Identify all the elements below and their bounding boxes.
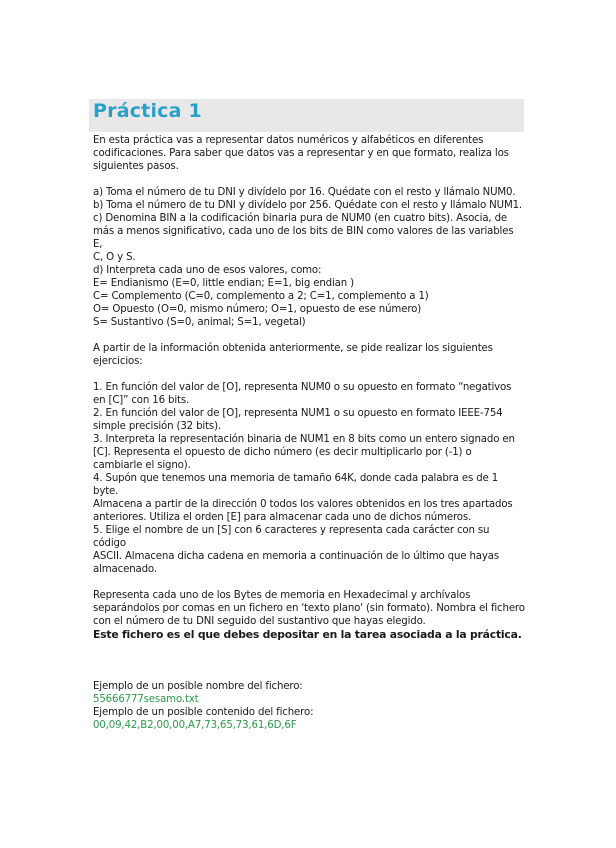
step-line: C, O y S.	[93, 252, 136, 263]
exercises-intro-line: ejercicios:	[93, 356, 143, 367]
document-body	[93, 134, 525, 732]
exercise-line: 1. En función del valor de [O], representa NUM0 o su opuesto en formato “negativos	[93, 382, 512, 393]
intro-line: siguientes pasos.	[93, 161, 179, 172]
exercise-line: Almacena a partir de la dirección 0 todos los valores obtenidos en los tres apartados	[93, 499, 513, 510]
exercise-line: anteriores. Utiliza el orden [E] para almacenar cada uno de dichos números.	[93, 512, 472, 523]
page-title: Práctica 1	[93, 100, 202, 122]
exercise-line: simple precisión (32 bits).	[93, 421, 221, 432]
title-band	[89, 99, 524, 132]
intro-line: En esta práctica vas a representar datos numéricos y alfabéticos en diferentes	[93, 135, 484, 146]
delivery-instruction-bold: Este fichero es el que debes depositar en la tarea asociada a la práctica.	[93, 628, 522, 641]
exercise-line: 2. En función del valor de [O], representa NUM1 o su opuesto en formato IEEE-754	[93, 408, 503, 419]
exercise-line: en [C]” con 16 bits.	[93, 395, 190, 406]
exercise-line: cambiarle el signo).	[93, 460, 191, 471]
delivery-line: separándolos por comas en un fichero en 'texto plano' (sin formato). Nombra el fichero	[93, 603, 525, 614]
step-line: d) Interpreta cada uno de esos valores, como:	[93, 265, 322, 276]
step-line: C= Complemento (C=0, complemento a 2; C=1, complemento a 1)	[93, 291, 429, 302]
exercise-line: 5. Elige el nombre de un [S] con 6 caracteres y representa cada carácter con su código	[93, 525, 490, 549]
step-line: c) Denomina BIN a la codificación binaria pura de NUM0 (en cuatro bits). Asocia, de	[93, 213, 508, 224]
exercises-intro-line: A partir de la información obtenida anteriormente, se pide realizar los siguientes	[93, 343, 493, 354]
exercise-line: almacenado.	[93, 564, 157, 575]
content-example-value: 00,09,42,B2,00,00,A7,73,65,73,61,6D,6F	[93, 720, 297, 731]
delivery-line: Representa cada uno de los Bytes de memoria en Hexadecimal y archívalos	[93, 590, 471, 601]
content-example-label: Ejemplo de un posible contenido del fichero:	[93, 707, 314, 718]
exercise-line: 4. Supón que tenemos una memoria de tamaño 64K, donde cada palabra es de 1 byte.	[93, 473, 499, 497]
filename-example-label: Ejemplo de un posible nombre del fichero:	[93, 681, 303, 692]
intro-line: codificaciones. Para saber que datos vas a representar y en que formato, realiza los	[93, 148, 509, 159]
step-line: O= Opuesto (O=0, mismo número; O=1, opuesto de ese número)	[93, 304, 422, 315]
step-line: a) Toma el número de tu DNI y divídelo por 16. Quédate con el resto y llámalo NUM0.	[93, 187, 516, 198]
exercise-line: [C]. Representa el opuesto de dicho número (es decir multiplicarlo por (-1) o	[93, 447, 472, 458]
step-line: E= Endianismo (E=0, little endian; E=1, big endian )	[93, 278, 354, 289]
exercise-line: 3. Interpreta la representación binaria de NUM1 en 8 bits como un entero signado en	[93, 434, 515, 445]
filename-example-value: 55666777sesamo.txt	[93, 694, 199, 705]
step-line: más a menos significativo, cada uno de los bits de BIN como valores de las variables E,	[93, 226, 514, 250]
step-line: b) Toma el número de tu DNI y divídelo por 256. Quédate con el resto y llámalo NUM1.	[93, 200, 523, 211]
exercise-line: ASCII. Almacena dicha cadena en memoria a continuación de lo último que hayas	[93, 551, 500, 562]
step-line: S= Sustantivo (S=0, animal; S=1, vegetal)	[93, 317, 306, 328]
delivery-line: con el número de tu DNI seguido del sustantivo que hayas elegido.	[93, 616, 426, 627]
